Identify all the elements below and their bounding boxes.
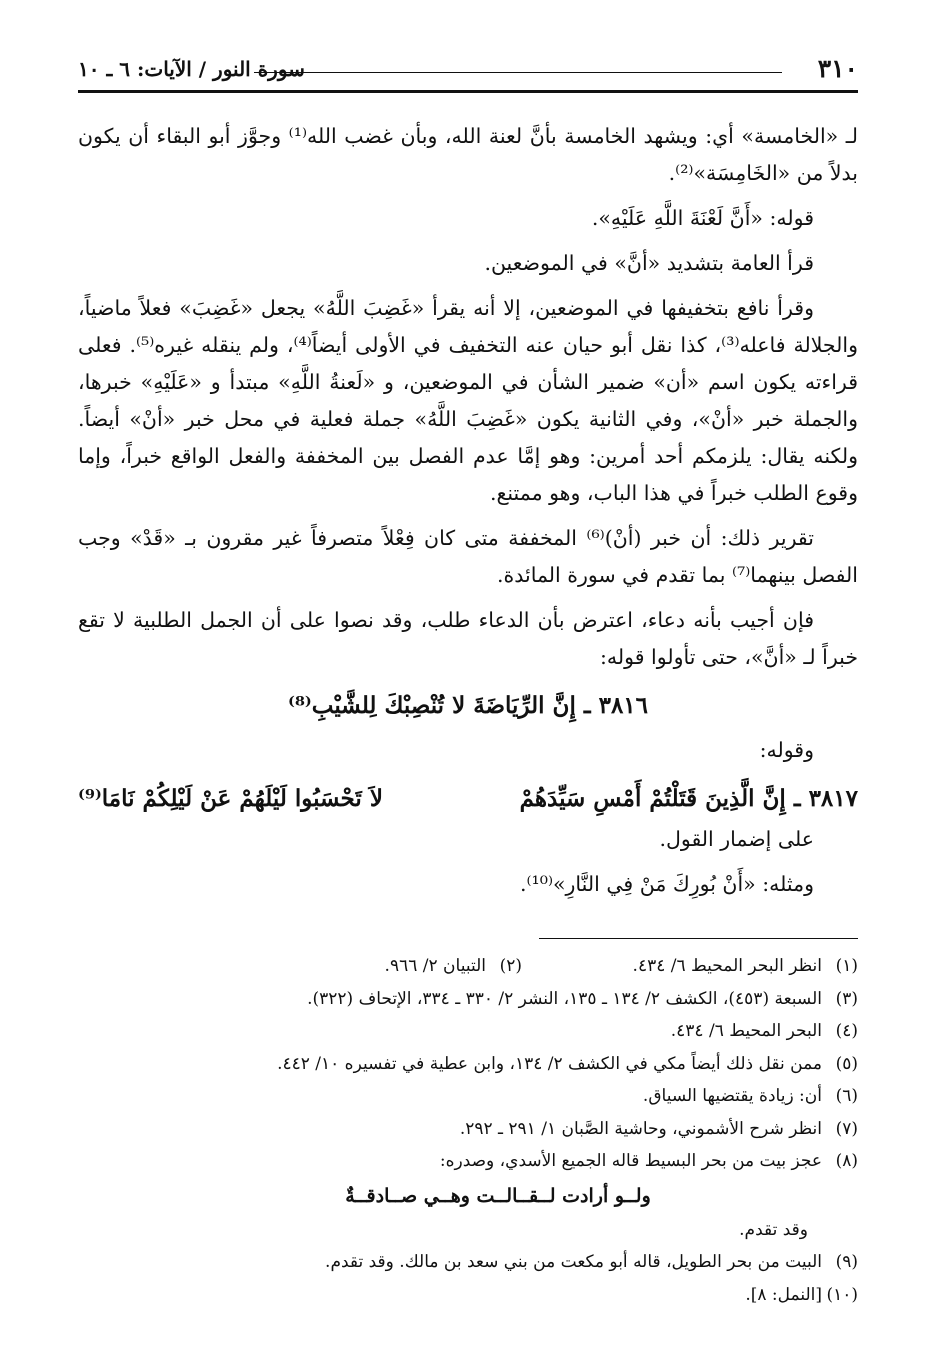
footnote-text-1: انظر البحر المحيط ٦/ ٤٣٤. xyxy=(632,956,822,976)
paragraph-4: وقرأ نافع بتخفيفها في الموضعين، إلا أنه يقرأ «غَضِبَ اللَّهُ» يجعل «غَضِبَ» فعلاً ماضياً، والجلالة فاعله⁽³⁾، كذا نقل أبو حيان عنه التخفيف في الأولى أيضاً⁽⁴⁾، ولم ينقله غيره⁽⁵⁾. فعلى قراءته يكون اسم «أن» ضمير الشأن في الموضعين، و «لَعنةُ اللَّهِ» مبتدأ و «عَلَيْهِ» خبرها، والجملة خبر «أنْ»، وفي الثانية يكون «غَضِبَ اللَّهُ» جملة فعلية في محل خبر «أنْ» أيضاً. ولكنه يقال: يلزمكم أحد أمرين: وهو إمَّا عدم الفصل بين المخففة والفعل الواقع خبراً، وإما وقوع الطلب خبراً في هذا الباب، وهو ممتنع. xyxy=(78,296,858,505)
footnote-6 xyxy=(78,1080,858,1113)
footnote-5 xyxy=(78,1048,858,1081)
paragraph-7: وقوله: xyxy=(759,738,814,762)
paragraph-6: فإن أجيب بأنه دعاء، اعترض بأن الدعاء طلب، وقد نصوا على أن الجمل الطلبية لا تقع خبراً لـ «أنَّ»، حتى تأولوا قوله: xyxy=(78,608,858,669)
verse-3816: ٣٨١٦ ـ إِنَّ الرِّيَاضَةَ لا تُنْصِبْكَ لِلشَّيْبِ⁽⁸⁾ xyxy=(287,692,649,719)
page-header xyxy=(78,52,858,86)
footnote-3 xyxy=(78,983,858,1016)
footnote-text-9: البيت من بحر الطويل، قاله أبو مكعت من بني سعد بن مالك. وقد تقدم. xyxy=(325,1252,822,1272)
verse-3817-second-hemistich: لاَ تَحْسَبُوا لَيْلَهُمْ عَنْ لَيْلِكُمْ نَامَا⁽⁹⁾ xyxy=(78,785,383,812)
paragraph-2: قوله: «أَنَّ لَعْنَةَ اللَّهِ عَلَيْهِ». xyxy=(591,206,814,230)
footnote-text-10: [النمل: ٨]. xyxy=(745,1284,822,1305)
footnote-8-continuation: وقد تقدم. xyxy=(739,1219,808,1240)
footnote-text-3: السبعة (٤٥٣)، الكشف ٢/ ١٣٤ ـ ١٣٥، النشر ٢/ ٣٣٠ ـ ٣٣٤، الإتحاف (٣٢٢). xyxy=(307,988,822,1009)
main-text xyxy=(78,118,858,911)
footnote-4 xyxy=(78,1015,858,1048)
verse-3817 xyxy=(78,777,858,821)
page-number: ٣١٠ xyxy=(817,54,858,83)
paragraph-5: تقرير ذلك: أن خبر (أنْ)⁽⁶⁾ المخففة متى كان فِعْلاً متصرفاً غير مقرون بـ «قَدْ» وجب الفصل بينهما⁽⁷⁾ بما تقدم في سورة المائدة. xyxy=(78,526,858,587)
footnote-number-3: (٣) xyxy=(835,988,858,1009)
footnote-8 xyxy=(78,1145,858,1178)
footnote-text-4: البحر المحيط ٦/ ٤٣٤. xyxy=(670,1021,822,1041)
footnote-number-2: (٢) xyxy=(499,956,522,976)
footnote-number-7: (٧) xyxy=(835,1118,858,1139)
footnote-text-2: التبيان ٢/ ٩٦٦. xyxy=(384,956,486,976)
verse-3817-first-hemistich: ٣٨١٧ ـ إِنَّ الَّذِينَ قَتَلْتُمْ أَمْسِ سَيِّدَهُمْ xyxy=(519,785,858,812)
footnote-number-9: (٩) xyxy=(835,1252,858,1272)
footnote-number-4: (٤) xyxy=(835,1021,858,1041)
footnote-number-6: (٦) xyxy=(835,1086,858,1106)
footnote-text-7: انظر شرح الأشموني، وحاشية الصَّبان ١/ ٢٩١ ـ ٢٩٢. xyxy=(459,1118,822,1139)
footnote-text-5: ممن نقل ذلك أيضاً مكي في الكشف ٢/ ١٣٤، وابن عطية في تفسيره ١٠/ ٤٤٢. xyxy=(277,1053,822,1074)
header-rule xyxy=(78,90,858,93)
footnote-text-6: أن: زيادة يقتضيها السياق. xyxy=(642,1086,822,1106)
paragraph-1: لـ «الخامسة» أي: ويشهد الخامسة بأنَّ لعنة الله، وبأن غضب الله⁽¹⁾ وجوَّز أبو البقاء أن يكون بدلاً من «الخَامِسَة»⁽²⁾. xyxy=(78,124,858,185)
paragraph-9: ومثله: «أَنْ بُورِكَ مَنْ فِي النَّارِ»⁽¹⁰⁾. xyxy=(519,872,814,896)
footnotes xyxy=(78,950,858,1311)
footnote-separator xyxy=(539,938,858,939)
footnote-text-8: عجز بيت من بحر البسيط قاله الجميع الأسدي، وصدره: xyxy=(439,1151,822,1171)
header-line xyxy=(254,72,782,73)
footnote-number-8: (٨) xyxy=(835,1151,858,1171)
footnote-9 xyxy=(78,1246,858,1279)
paragraph-8: على إضمار القول. xyxy=(659,827,814,851)
paragraph-3: قرأ العامة بتشديد «أنَّ» في الموضعين. xyxy=(484,251,814,275)
footnote-7 xyxy=(78,1113,858,1146)
footnote-number-5: (٥) xyxy=(835,1053,858,1074)
footnote-8-verse: ولــو أرادت لــقــالــت وهــي صــادقــةٌ xyxy=(345,1184,651,1207)
footnote-row-1-2 xyxy=(78,950,858,983)
header-title: سورة النور / الآيات: ٦ ـ ١٠ xyxy=(78,57,305,81)
footnote-number-10: (١٠) xyxy=(826,1284,858,1305)
footnote-10 xyxy=(78,1279,858,1312)
footnote-number-1: (١) xyxy=(835,956,858,976)
